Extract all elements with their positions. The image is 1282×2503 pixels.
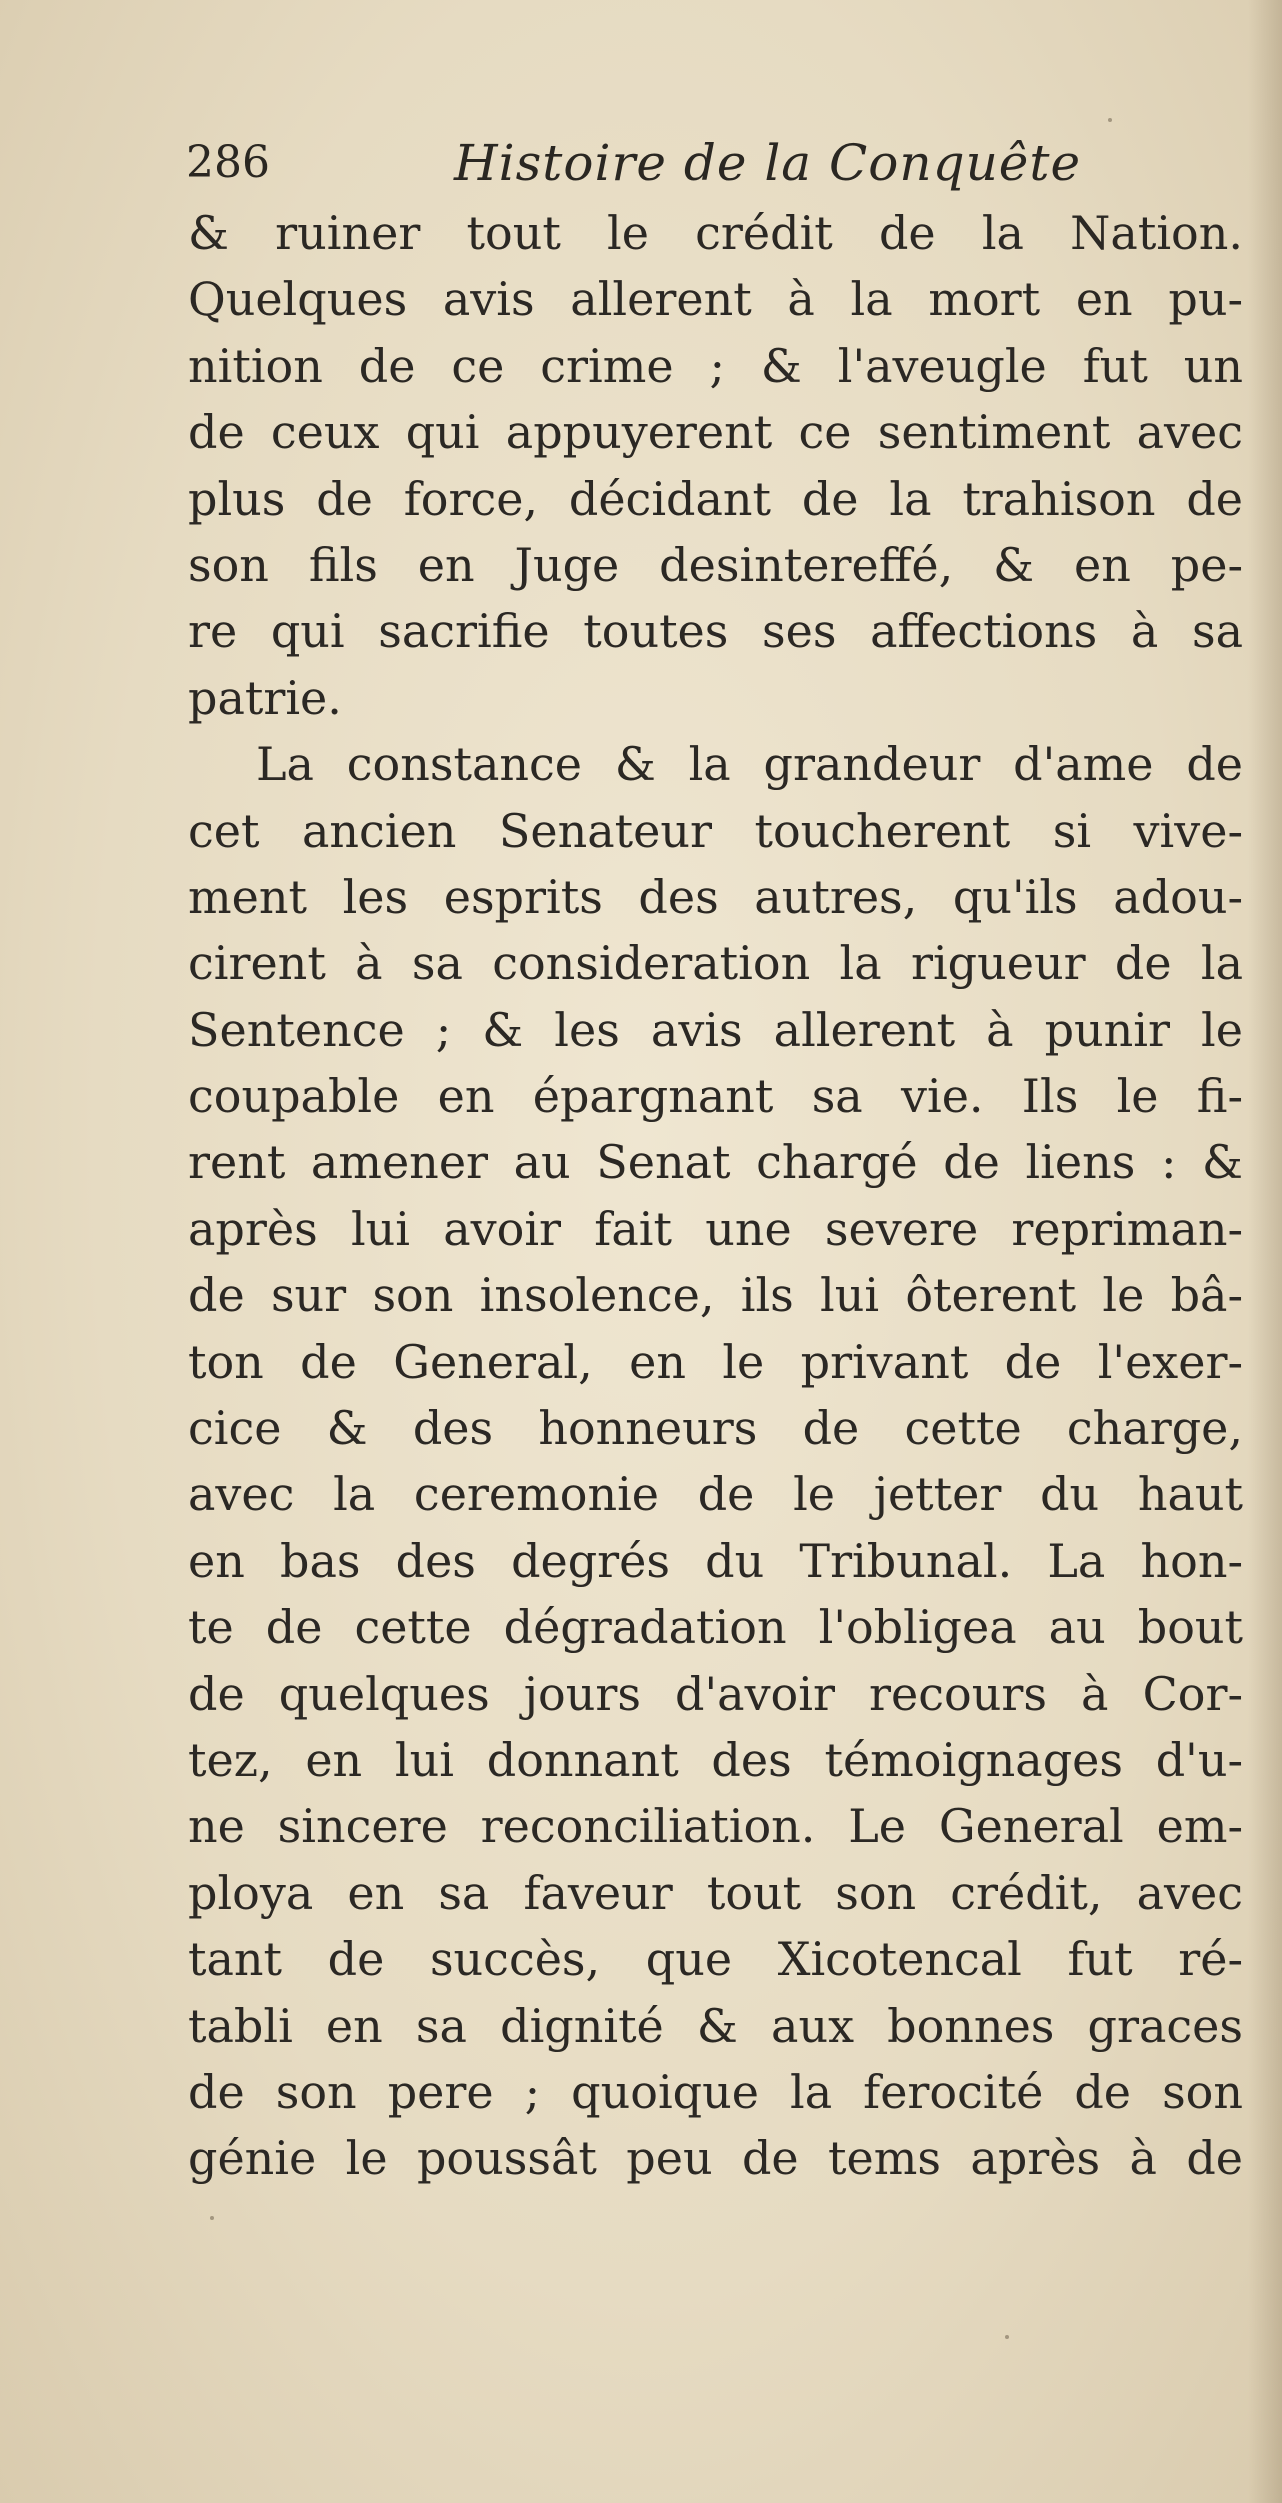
text-line: rent amener au Senat chargé de liens : &	[188, 1135, 1243, 1190]
page-header	[186, 128, 1226, 198]
text-line: en bas des degrés du Tribunal. La hon-	[188, 1533, 1243, 1588]
text-line: avec la ceremonie de le jetter du haut	[188, 1467, 1243, 1522]
text-line: de son pere ; quoique la ferocité de son	[188, 2064, 1243, 2119]
text-line: Sentence ; & les avis allerent à punir le	[188, 1002, 1243, 1057]
running-title: Histoire de la Conquête	[454, 134, 1082, 192]
text-line: patrie.	[188, 670, 342, 725]
text-line: cirent à sa consideration la rigueur de la	[188, 936, 1243, 991]
text-line: plus de force, décidant de la trahison de	[188, 471, 1243, 526]
text-line: te de cette dégradation l'obligea au bout	[188, 1600, 1243, 1655]
text-line: nition de ce crime ; & l'aveugle fut un	[188, 338, 1243, 393]
paper-speck	[1005, 2335, 1009, 2339]
text-line: ton de General, en le privant de l'exer-	[188, 1334, 1243, 1389]
text-line: son fils en Juge desintereffé, & en pe-	[188, 537, 1243, 592]
page-number: 286	[186, 137, 270, 188]
text-line: cice & des honneurs de cette charge,	[188, 1401, 1243, 1456]
text-line: cet ancien Senateur toucherent si vive-	[188, 803, 1243, 858]
text-line: re qui sacrifie toutes ses affections à sa	[188, 604, 1243, 659]
text-line: tant de succès, que Xicotencal fut ré-	[188, 1932, 1243, 1987]
text-line: & ruiner tout le crédit de la Nation.	[188, 206, 1243, 260]
text-line: Quelques avis allerent à la mort en pu-	[188, 272, 1243, 327]
text-line: ment les esprits des autres, qu'ils adou-	[188, 869, 1243, 924]
text-line: ne sincere reconciliation. Le General em-	[188, 1799, 1243, 1854]
page-edge-shadow	[1248, 0, 1282, 2503]
text-line: après lui avoir fait une severe repriman-	[188, 1201, 1243, 1256]
paper-speck	[210, 2216, 214, 2220]
text-line: de sur son insolence, ils lui ôterent le bâ-	[188, 1268, 1243, 1323]
body-text	[188, 200, 1243, 2192]
text-line: de quelques jours d'avoir recours à Cor-	[188, 1666, 1243, 1721]
paper-speck	[1108, 118, 1112, 122]
text-line: tez, en lui donnant des témoignages d'u-	[188, 1732, 1243, 1787]
text-line: de ceux qui appuyerent ce sentiment avec	[188, 405, 1243, 460]
text-line: génie le poussât peu de tems après à de	[188, 2131, 1243, 2186]
paragraph-first-line: La constance & la grandeur d'ame de	[256, 737, 1243, 792]
text-line: ploya en sa faveur tout son crédit, avec	[188, 1865, 1243, 1920]
text-line: coupable en épargnant sa vie. Ils le fi-	[188, 1069, 1243, 1124]
text-line: tabli en sa dignité & aux bonnes graces	[188, 1998, 1243, 2053]
